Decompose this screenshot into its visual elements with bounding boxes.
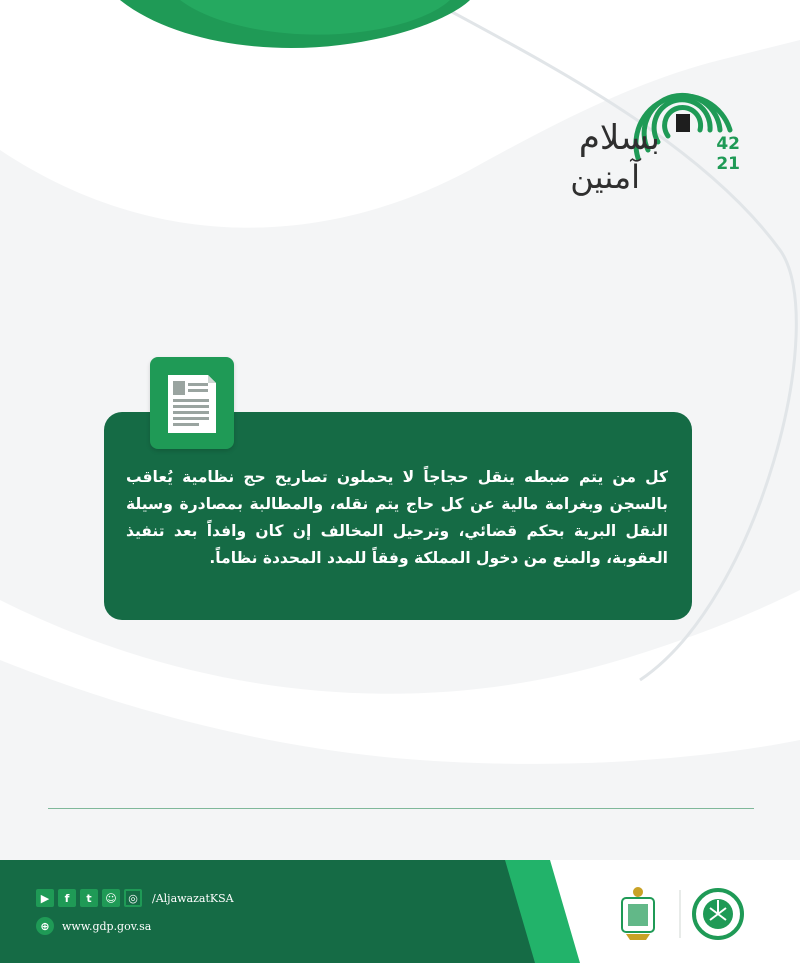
facebook-icon[interactable]: f bbox=[58, 889, 76, 907]
logo-line-2: آمنين bbox=[570, 158, 640, 196]
logo-year-bottom: 21 bbox=[716, 154, 740, 174]
twitter-icon[interactable]: t bbox=[80, 889, 98, 907]
passports-emblem bbox=[622, 887, 654, 940]
website-link bbox=[36, 917, 151, 935]
campaign-logo bbox=[520, 70, 750, 200]
document-icon bbox=[150, 357, 234, 449]
divider bbox=[48, 808, 754, 809]
logo-line-1: بسلام bbox=[578, 118, 660, 158]
interior-ministry-emblem bbox=[694, 890, 742, 938]
instagram-icon[interactable]: ◎ bbox=[124, 889, 142, 907]
notice-badge bbox=[150, 357, 234, 449]
social-handle[interactable]: /AljawazatKSA bbox=[152, 891, 234, 905]
logo-year-top: 42 bbox=[716, 134, 740, 154]
government-emblems bbox=[600, 878, 760, 948]
youtube-icon[interactable]: ▶ bbox=[36, 889, 54, 907]
website-url[interactable]: www.gdp.gov.sa bbox=[62, 919, 152, 933]
globe-icon: ⊕ bbox=[36, 917, 54, 935]
social-links bbox=[36, 889, 234, 907]
notice-text: كل من يتم ضبطه ينقل حجاجاً لا يحملون تصاريح حج نظامية يُعاقب بالسجن وبغرامة مالية عن كل حاج يتم نقله، والمطالبة بمصادرة وسيلة النقل البرية بحكم قضائي، وترحيل المخالف إن كان وافداً بعد تنفيذ العقوبة، والمنع من دخول المملكة وفقاً للمدد المحددة نظاماً. bbox=[126, 468, 668, 567]
snapchat-icon[interactable]: ☺ bbox=[102, 889, 120, 907]
